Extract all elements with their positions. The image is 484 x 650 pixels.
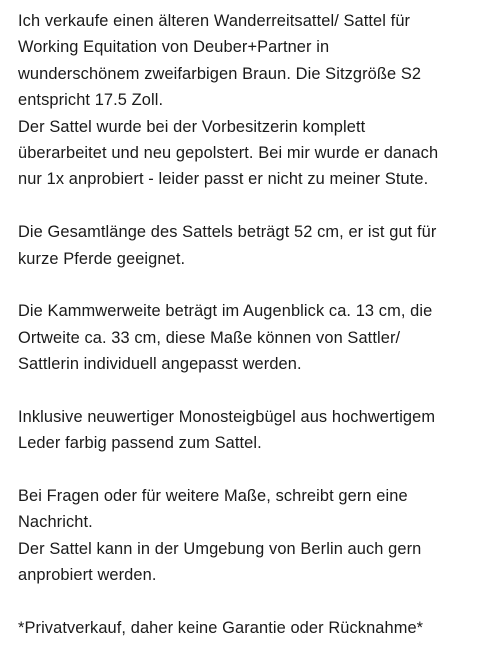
- description-line: Sattlerin individuell angepasst werden.: [18, 355, 302, 374]
- description-line: wunderschönem zweifarbigen Braun. Die Sitzgröße S2: [18, 64, 422, 83]
- description-line: nur 1x anprobiert - leider passt er nicht zu meiner Stute.: [18, 170, 429, 189]
- paragraph-spacer: [18, 589, 476, 615]
- description-line: Nachricht.: [18, 513, 93, 532]
- paragraph-spacer: [18, 193, 476, 219]
- description-line: kurze Pferde geeignet.: [18, 249, 186, 268]
- description-line: überarbeitet und neu gepolstert. Bei mir wurde er danach: [18, 143, 439, 162]
- paragraph-spacer: [18, 272, 476, 298]
- description-line: *Privatverkauf, daher keine Garantie oder Rücknahme*: [18, 618, 424, 637]
- description-line: Der Sattel wurde bei der Vorbesitzerin komplett: [18, 117, 366, 136]
- description-line: Die Kammwerweite beträgt im Augenblick ca. 13 cm, die: [18, 302, 433, 321]
- description-line: Leder farbig passend zum Sattel.: [18, 434, 262, 453]
- paragraph-spacer: [18, 377, 476, 403]
- description-line: Bei Fragen oder für weitere Maße, schreibt gern eine: [18, 487, 408, 506]
- description-line: Ortweite ca. 33 cm, diese Maße können von Sattler/: [18, 328, 401, 347]
- paragraph-spacer: [18, 457, 476, 483]
- description-line: anprobiert werden.: [18, 566, 157, 585]
- description-line: Der Sattel kann in der Umgebung von Berlin auch gern: [18, 539, 422, 558]
- description-line: Ich verkaufe einen älteren Wanderreitsattel/ Sattel für: [18, 12, 411, 30]
- listing-description: [18, 8, 476, 641]
- description-line: entspricht 17.5 Zoll.: [18, 91, 164, 110]
- description-line: Inklusive neuwertiger Monosteigbügel aus hochwertigem: [18, 407, 436, 426]
- description-line: Die Gesamtlänge des Sattels beträgt 52 cm, er ist gut für: [18, 223, 437, 242]
- description-line: Working Equitation von Deuber+Partner in: [18, 38, 330, 57]
